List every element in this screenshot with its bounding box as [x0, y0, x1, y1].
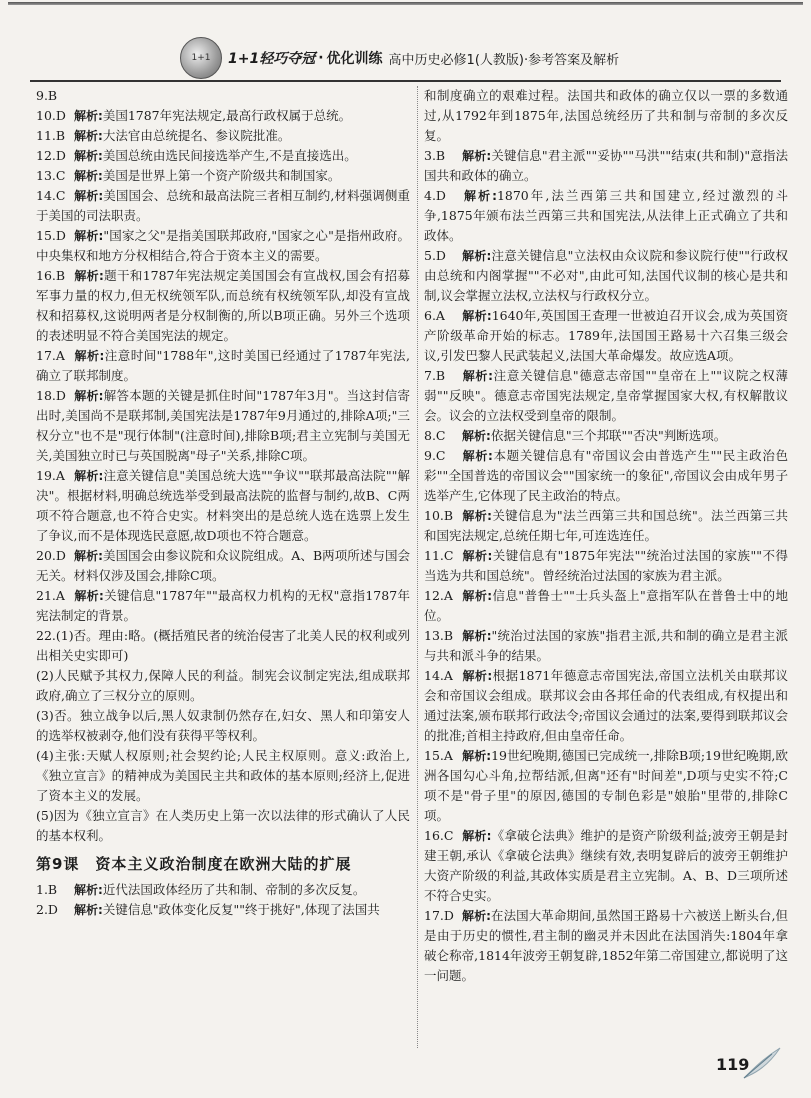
answer-text: 大法官由总统提名、参议院批准。: [102, 128, 291, 143]
analysis-label: 解析:: [462, 829, 492, 843]
answer-number: 1.B: [36, 882, 58, 897]
answer-text: 依据关键信息"三个邦联""否决"判断选项。: [490, 428, 727, 443]
page-header: [180, 38, 780, 78]
answer-number: 2.D: [36, 902, 58, 917]
answer-number: 13.C: [36, 168, 66, 183]
answer-item: [36, 146, 410, 166]
answer-text: 近代法国政体经历了共和制、帝制的多次反复。: [102, 882, 366, 897]
answer-number: 12.A: [424, 588, 453, 603]
analysis-label: 解析:: [462, 449, 493, 463]
answer-text: 1870年,法兰西第三共和国建立,经过激烈的斗争,1875年颁布法兰西第三共和国宪法,从法律上正式确立了共和政体。: [424, 188, 788, 243]
answer-text: "国家之父"是指美国联邦政府,"国家之心"是指州政府。中央集权和地方分权相结合,符合于资本主义的需要。: [36, 228, 410, 263]
answer-number: 15.D: [36, 228, 66, 243]
answer-text: 19世纪晚期,德国已完成统一,排除B项;19世纪晚期,欧洲各国勾心斗角,拉帮结派,但离"还有"时间差",D项与史实不符;C项不是"骨子里"的原因,德国的专制色彩是"娘胎"里带的,排除C项。: [424, 748, 788, 823]
answer-item: [424, 86, 788, 146]
answer-number: 13.B: [424, 628, 454, 643]
answer-text: "统治过法国的家族"指君主派,共和制的确立是君主派与共和派斗争的结果。: [424, 628, 788, 663]
feather-icon: [742, 1044, 782, 1080]
answer-item: [36, 880, 410, 900]
answer-item: [424, 826, 788, 906]
answer-text: 本题关键信息有"帝国议会由普选产生""民主政治色彩""全国普选的帝国议会""国家统一的象征",帝国议会由成年男子选举产生,它体现了民主政治的特点。: [424, 448, 788, 503]
analysis-label: 解析:: [74, 189, 104, 203]
answer-text: 美国国会、总统和最高法院三者相互制约,材料强调侧重于美国的司法职责。: [36, 188, 410, 223]
answer-item: [424, 146, 788, 186]
answer-text: 关键信息有"1875年宪法""统治过法国的家族""不得当选为共和国总统"。曾经统治过法国的家族为君主派。: [424, 548, 788, 583]
answer-text: 美国是世界上第一个资产阶级共和制国家。: [102, 168, 341, 183]
analysis-label: 解析:: [74, 349, 105, 363]
answer-number: 17.D: [424, 908, 454, 923]
analysis-label: 解析:: [462, 629, 492, 643]
answer-text: 理由:略。(概括殖民者的统治侵害了北美人民的权利或列出相关史实即可): [36, 628, 410, 663]
analysis-label: 解析:: [462, 309, 492, 323]
header-title: [228, 48, 619, 68]
logo-text: 1+1: [191, 53, 211, 63]
answer-item: [424, 366, 788, 426]
analysis-label: 解析:: [462, 149, 492, 163]
answer-text: 关键信息"君主派""妥协""马洪""结束(共和制)"意指法国共和政体的确立。: [424, 148, 788, 183]
analysis-label: 解析:: [74, 109, 103, 123]
answer-item: [36, 746, 410, 806]
answer-text: 《拿破仑法典》维护的是资产阶级利益;波旁王朝是封建王朝,承认《拿破仑法典》继续有效,表明复辟后的波旁王朝维护大资产阶级的利益,其政体实质是君主立宪制。A、B、D三项所述不符合史实。: [424, 828, 788, 903]
answer-number: 20.D: [36, 548, 66, 563]
answer-item: [36, 466, 410, 546]
answer-item: [36, 386, 410, 466]
answer-number: 6.A: [424, 308, 445, 323]
answer-text: 和制度确立的艰难过程。法国共和政体的确立仅以一票的多数通过,从1792年到1875年,法国总统经历了共和制与帝制的多次反复。: [424, 88, 788, 143]
answer-item: [36, 346, 410, 386]
answer-text: 关键信息"1787年""最高权力机构的无权"意指1787年宪法制定的背景。: [36, 588, 410, 623]
analysis-label: 解析:: [74, 589, 104, 603]
section-title: 第9课 资本主义政治制度在欧洲大陆的扩展: [36, 855, 352, 873]
answer-text: (5)因为《独立宣言》在人类历史上第一次以法律的形式确认了人民的基本权利。: [36, 808, 410, 843]
answer-number: 9.C: [424, 448, 446, 463]
analysis-label: 解析:: [74, 229, 104, 243]
answer-item: [36, 266, 410, 346]
answer-number: 9.B: [36, 88, 58, 103]
answer-number: 14.C: [36, 188, 66, 203]
analysis-label: 解析:: [462, 669, 493, 683]
answer-item: [36, 586, 410, 626]
answer-text: 关键信息"政体变化反复""终于挑好",体现了法国共: [102, 902, 380, 917]
answer-item: [424, 906, 788, 986]
answer-item: [36, 166, 410, 186]
answer-text: 1640年,英国国王查理一世被迫召开议会,成为英国资产阶级革命开始的标志。1789年,法国国王路易十六召集三级会议,引发巴黎人民武装起义,法国大革命爆发。故应选A项。: [424, 308, 788, 363]
answer-number: 5.D: [424, 248, 446, 263]
answer-item: [36, 226, 410, 266]
answer-item: [424, 626, 788, 666]
header-rule: [30, 80, 781, 82]
analysis-label: 解析:: [462, 589, 493, 603]
answer-item: [424, 446, 788, 506]
answer-item: [424, 666, 788, 746]
answer-number: 7.B: [424, 368, 446, 383]
answer-number: 3.B: [424, 148, 446, 163]
answer-number: 4.D: [424, 188, 446, 203]
answer-item: [424, 306, 788, 366]
answer-text: 根据1871年德意志帝国宪法,帝国立法机关由联邦议会和帝国议会组成。联邦议会由各邦任命的代表组成,有权提出和通过法案,颁布联邦行政法令;帝国议会通过的法案,要得到联邦议会的批准;首相主持政府,但由皇帝任命。: [424, 668, 788, 743]
answer-number: 11.B: [36, 128, 66, 143]
answer-number: 10.D: [36, 108, 66, 123]
answer-item: [424, 746, 788, 826]
analysis-label: 解析:: [74, 883, 103, 897]
answer-item: [36, 900, 410, 920]
left-column: [36, 86, 410, 920]
answer-number: 15.A: [424, 748, 453, 763]
analysis-label: 解析:: [74, 549, 103, 563]
answer-text: 解答本题的关键是抓住时间"1787年3月"。当这封信寄出时,美国尚不是联邦制,美国宪法是1787年9月通过的,排除A项;"三权分立"也不是"现行体制"(注意时间),排除B项;君主立宪制与美国无关,美国独立时已与英国脱离"母子"关系,排除C项。: [36, 388, 410, 463]
answer-list-left-after: [36, 880, 410, 920]
answer-number: 14.A: [424, 668, 453, 683]
answer-item: [424, 506, 788, 546]
answer-item: [36, 546, 410, 586]
answer-text: 美国1787年宪法规定,最高行政权属于总统。: [102, 108, 352, 123]
analysis-label: 解析:: [462, 369, 493, 383]
answer-item: [36, 106, 410, 126]
answer-item: [424, 246, 788, 306]
analysis-label: 解析:: [462, 249, 492, 263]
book-subtitle: 高中历史必修1(人教版)·参考答案及解析: [388, 52, 620, 68]
answer-text: (4)主张:天赋人权原则;社会契约论;人民主权原则。意义:政治上,《独立宣言》的精神成为美国民主共和政体的基本原则;经济上,促进了资本主义的发展。: [36, 748, 410, 803]
answer-item: [424, 546, 788, 586]
answer-item: [424, 586, 788, 626]
answer-number: 8.C: [424, 428, 446, 443]
answer-text: 美国总统由选民间接选举产生,不是直接选出。: [102, 148, 357, 163]
answer-text: 注意时间"1788年",这时美国已经通过了1787年宪法,确立了联邦制度。: [36, 348, 410, 383]
analysis-label: 解析:: [74, 149, 103, 163]
top-border: [8, 2, 803, 5]
brand-logo: [180, 37, 222, 79]
answer-item: [36, 626, 410, 666]
answer-number: 21.A: [36, 588, 65, 603]
page-number: 119: [716, 1055, 750, 1074]
answer-item: [424, 426, 788, 446]
analysis-label: 解析:: [74, 389, 104, 403]
answer-number: 18.D: [36, 388, 66, 403]
answer-number: 10.B: [424, 508, 454, 523]
answer-item: [36, 186, 410, 226]
answer-text: 美国国会由参议院和众议院组成。A、B两项所述与国会无关。材料仅涉及国会,排除C项。: [36, 548, 410, 583]
series-name: 优化训练: [326, 51, 383, 67]
answer-text: 题干和1787年宪法规定美国国会有宣战权,国会有招募军事力量的权力,但无权统领军队,而总统有权统领军队,却没有宣战权和招募权,这说明两者是分权制衡的,所以B项正确。另外三个选项的表述明显不符合美国宪法的规定。: [36, 268, 410, 343]
answer-number: 16.B: [36, 268, 66, 283]
analysis-label: 解析:: [462, 429, 491, 443]
answer-item: [36, 666, 410, 706]
answer-number: 22.(1)否。: [36, 628, 99, 643]
analysis-label: 解析:: [462, 509, 492, 523]
answer-text: (3)否。独立战争以后,黑人奴隶制仍然存在,妇女、黑人和印第安人的选举权被剥夺,他们没有获得平等权利。: [36, 708, 410, 743]
answer-item: [36, 126, 410, 146]
answer-text: 在法国大革命期间,虽然国王路易十六被送上断头台,但是由于历史的惯性,君主制的幽灵并未因此在法国消失:1804年拿破仑称帝,1814年波旁王朝复辟,1852年第二帝国建立,都说明了这一问题。: [424, 908, 788, 983]
analysis-label: 解析:: [74, 903, 103, 917]
analysis-label: 解析:: [462, 749, 492, 763]
answer-text: 注意关键信息"德意志帝国""皇帝在上""议院之权薄弱""反映"。德意志帝国宪法规定,皇帝掌握国家大权,有权解散议会。议会的立法权受到皇帝的限制。: [424, 368, 788, 423]
answer-item: [36, 806, 410, 846]
column-divider: [417, 86, 418, 1048]
answer-number: 17.A: [36, 348, 65, 363]
answer-number: 11.C: [424, 548, 454, 563]
answer-number: 19.A: [36, 468, 65, 483]
answer-text: 注意关键信息"立法权由众议院和参议院行使""行政权由总统和内阁掌握""不必对",由此可知,法国代议制的核心是共和制,议会掌握立法权,立法权与行政权分立。: [424, 248, 788, 303]
analysis-label: 解析:: [74, 129, 103, 143]
answer-list-left: [36, 86, 410, 846]
answer-text: 信息"普鲁士""士兵头盔上"意指军队在普鲁士中的地位。: [424, 588, 788, 623]
answer-text: (2)人民赋予其权力,保障人民的利益。制宪会议制定宪法,组成联邦政府,确立了三权分立的原则。: [36, 668, 410, 703]
analysis-label: 解析:: [74, 269, 104, 283]
analysis-label: 解析:: [462, 549, 493, 563]
answer-item: [36, 706, 410, 746]
answer-text: 注意关键信息"美国总统大选""争议""联邦最高法院""解决"。根据材料,明确总统选举受到最高法院的监督与制约,故B、C两项不符合题意,也不符合史实。材料突出的是总统人选在选票上发生了争议,而不是体现选民意愿,故D项也不符合题意。: [36, 468, 410, 543]
analysis-label: 解析:: [74, 469, 104, 483]
answer-number: 16.C: [424, 828, 454, 843]
brand-name: 1+1轻巧夺冠: [228, 51, 316, 67]
answer-item: [424, 186, 788, 246]
answer-item: [36, 86, 410, 106]
answer-number: 12.D: [36, 148, 66, 163]
analysis-label: 解析:: [462, 909, 491, 923]
analysis-label: 解析:: [74, 169, 103, 183]
answer-text: 关键信息为"法兰西第三共和国总统"。法兰西第三共和国宪法规定,总统任期七年,可连选连任。: [424, 508, 788, 543]
analysis-label: 解析:: [462, 189, 497, 203]
header-dot: ·: [318, 50, 324, 66]
answer-list-right: [424, 86, 788, 986]
right-column: [424, 86, 788, 986]
